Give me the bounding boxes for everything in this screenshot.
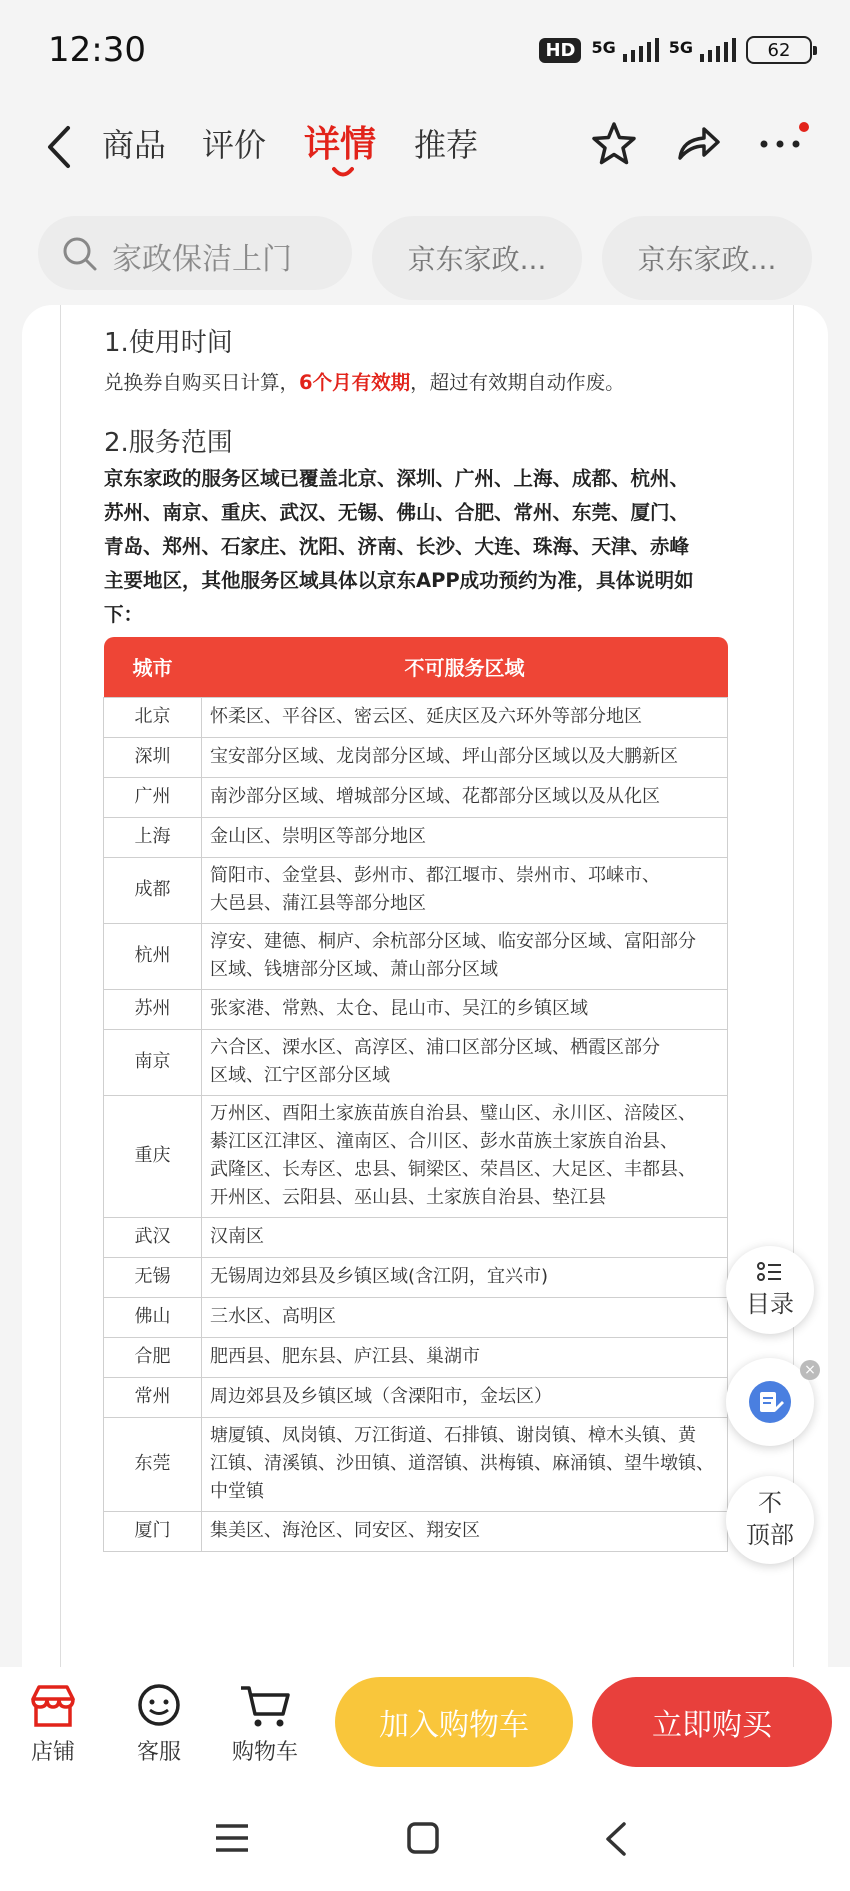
menu-icon[interactable] [214, 1821, 250, 1855]
table-row [104, 857, 728, 923]
signal-icon: 5G [669, 38, 736, 62]
tab-recommend[interactable]: 推荐 [414, 126, 479, 164]
section-title-service-area: 2.服务范围 [104, 428, 233, 458]
buy-now-button[interactable]: 立即购买 [592, 1677, 832, 1767]
tab-reviews[interactable]: 评价 [202, 126, 267, 164]
area-line: 淳安、建德、桐庐、余杭部分区域、临安部分区域、富阳部分 [210, 931, 696, 952]
tab-active-indicator [332, 166, 354, 180]
table-cell-city: 南京 [104, 1029, 202, 1095]
table-row [104, 1257, 728, 1297]
star-icon[interactable] [588, 118, 640, 170]
area-line: 塘厦镇、凤岗镇、万江街道、石排镇、谢岗镇、樟木头镇、黄 [210, 1425, 696, 1446]
search-chip[interactable]: 京东家政... [372, 216, 582, 300]
table-row [104, 989, 728, 1029]
nav-bar [0, 100, 850, 200]
table-cell-city: 无锡 [104, 1257, 202, 1297]
table-cell-areas [202, 989, 728, 1029]
table-cell-areas [202, 1095, 728, 1217]
table-cell-areas [202, 1257, 728, 1297]
table-row [104, 1297, 728, 1337]
table-cell-city: 成都 [104, 857, 202, 923]
customer-service-icon [134, 1683, 184, 1729]
table-cell-city: 佛山 [104, 1297, 202, 1337]
back-icon[interactable] [602, 1821, 630, 1857]
validity-highlight: 6个月有效期 [299, 371, 411, 394]
area-line: 綦江区江津区、潼南区、合川区、彭水苗族土家族自治县、 [210, 1131, 678, 1152]
area-line: 集美区、海沧区、同安区、翔安区 [210, 1520, 480, 1541]
table-cell-city: 武汉 [104, 1217, 202, 1257]
top-arrow-icon: 不 [758, 1488, 782, 1517]
area-line: 六合区、溧水区、高淳区、浦口区部分区域、栖霞区部分 [210, 1037, 660, 1058]
table-cell-city: 广州 [104, 777, 202, 817]
table-cell-areas [202, 737, 728, 777]
table-header-areas: 不可服务区域 [202, 637, 728, 697]
store-icon [27, 1683, 79, 1729]
area-line: 中堂镇 [210, 1481, 264, 1502]
table-row [104, 817, 728, 857]
table-row [104, 1095, 728, 1217]
table-cell-areas [202, 1511, 728, 1551]
table-row [104, 1217, 728, 1257]
tab-goods[interactable]: 商品 [102, 126, 167, 164]
close-icon[interactable]: × [800, 1360, 820, 1380]
cart-label: 购物车 [231, 1740, 298, 1765]
area-line: 肥西县、肥东县、庐江县、巢湖市 [210, 1346, 480, 1367]
area-line: 汉南区 [210, 1226, 264, 1247]
table-cell-areas [202, 777, 728, 817]
table-cell-city: 合肥 [104, 1337, 202, 1377]
area-line: 怀柔区、平谷区、密云区、延庆区及六环外等部分地区 [210, 706, 642, 727]
add-to-cart-button[interactable]: 加入购物车 [335, 1677, 573, 1767]
toc-label: 目录 [746, 1289, 794, 1318]
table-cell-areas [202, 1377, 728, 1417]
area-line: 区域、钱塘部分区域、萧山部分区域 [210, 959, 498, 980]
status-indicators [539, 36, 812, 64]
system-nav-bar [0, 1791, 850, 1891]
area-line: 三水区、高明区 [210, 1306, 336, 1327]
list-icon [757, 1262, 783, 1284]
area-line: 简阳市、金堂县、彭州市、都江堰市、崇州市、邛崃市、 [210, 865, 660, 886]
cart-icon [238, 1683, 292, 1729]
share-icon[interactable] [672, 118, 724, 170]
table-cell-areas [202, 857, 728, 923]
area-line: 武隆区、长寿区、忠县、铜梁区、荣昌区、大足区、丰都县、 [210, 1159, 696, 1180]
area-line: 大邑县、蒲江县等部分地区 [210, 893, 426, 914]
store-button[interactable] [8, 1683, 98, 1766]
top-label: 顶部 [746, 1520, 794, 1549]
action-bar [0, 1667, 850, 1791]
table-cell-areas [202, 1217, 728, 1257]
back-to-top-button[interactable] [726, 1476, 814, 1564]
assistant-icon [747, 1379, 793, 1425]
store-label: 店铺 [30, 1740, 75, 1765]
notification-dot [799, 122, 809, 132]
table-cell-city: 深圳 [104, 737, 202, 777]
table-cell-city: 北京 [104, 697, 202, 737]
table-row [104, 737, 728, 777]
section-title-usage-time: 1.使用时间 [104, 328, 233, 358]
service-area-table [103, 637, 728, 1552]
area-line: 万州区、酉阳土家族苗族自治县、璧山区、永川区、涪陵区、 [210, 1103, 696, 1124]
table-cell-city: 常州 [104, 1377, 202, 1417]
customer-service-button[interactable] [114, 1683, 204, 1766]
area-line: 周边郊县及乡镇区域（含溧阳市，金坛区） [210, 1386, 552, 1407]
usage-time-text: 兑换券自购买日计算，6个月有效期，超过有效期自动作废。 [104, 371, 625, 394]
area-line: 金山区、崇明区等部分地区 [210, 826, 426, 847]
search-row [0, 200, 850, 305]
table-cell-city: 东莞 [104, 1417, 202, 1511]
table-row [104, 1417, 728, 1511]
table-cell-areas [202, 697, 728, 737]
table-cell-city: 苏州 [104, 989, 202, 1029]
cart-button[interactable] [220, 1683, 310, 1766]
table-cell-city: 厦门 [104, 1511, 202, 1551]
status-time: 12:30 [48, 30, 146, 70]
signal-icon: 5G [591, 38, 658, 62]
table-cell-areas [202, 1337, 728, 1377]
table-cell-city: 上海 [104, 817, 202, 857]
area-line: 江镇、清溪镇、沙田镇、道滘镇、洪梅镇、麻涌镇、望牛墩镇、 [210, 1453, 714, 1474]
table-cell-city: 杭州 [104, 923, 202, 989]
area-line: 张家港、常熟、太仓、昆山市、吴江的乡镇区域 [210, 998, 588, 1019]
battery-icon: 62 [746, 36, 812, 64]
table-row [104, 1029, 728, 1095]
table-cell-areas [202, 1297, 728, 1337]
table-cell-areas [202, 817, 728, 857]
table-cell-areas [202, 1029, 728, 1095]
search-icon [60, 234, 100, 274]
table-cell-city: 重庆 [104, 1095, 202, 1217]
tab-details[interactable]: 详情 [304, 124, 377, 165]
toc-button[interactable] [726, 1246, 814, 1334]
status-bar [0, 0, 850, 100]
table-row [104, 1377, 728, 1417]
table-cell-areas [202, 1417, 728, 1511]
table-row [104, 1511, 728, 1551]
hd-badge: HD [539, 38, 581, 63]
table-row [104, 1337, 728, 1377]
table-header-city: 城市 [104, 637, 202, 697]
table-cell-areas [202, 923, 728, 989]
area-line: 南沙部分区域、增城部分区域、花都部分区域以及从化区 [210, 786, 660, 807]
area-line: 无锡周边郊县及乡镇区域(含江阴，宜兴市) [210, 1266, 549, 1287]
area-line: 开州区、云阳县、巫山县、土家族自治县、垫江县 [210, 1187, 606, 1208]
table-row [104, 923, 728, 989]
table-row [104, 697, 728, 737]
search-chip[interactable]: 京东家政... [602, 216, 812, 300]
table-row [104, 777, 728, 817]
home-icon[interactable] [406, 1821, 440, 1855]
area-line: 区域、江宁区部分区域 [210, 1065, 390, 1086]
search-placeholder: 家政保洁上门 [112, 242, 292, 277]
customer-service-label: 客服 [136, 1740, 181, 1765]
area-line: 宝安部分区域、龙岗部分区域、坪山部分区域以及大鹏新区 [210, 746, 678, 767]
search-input[interactable] [38, 216, 352, 290]
back-arrow-icon[interactable] [40, 122, 80, 172]
service-area-text: 京东家政的服务区域已覆盖北京、深圳、广州、上海、成都、杭州、 苏州、南京、重庆、武汉、无锡、佛山、合肥、常州、东莞、厦门、 青岛、郑州、石家庄、沈阳、济南、长沙、大连、珠海、天津、赤峰 主要地区，其他服务区域具体以京东APP成功预约为准，具体说明如 下： [104, 467, 694, 626]
